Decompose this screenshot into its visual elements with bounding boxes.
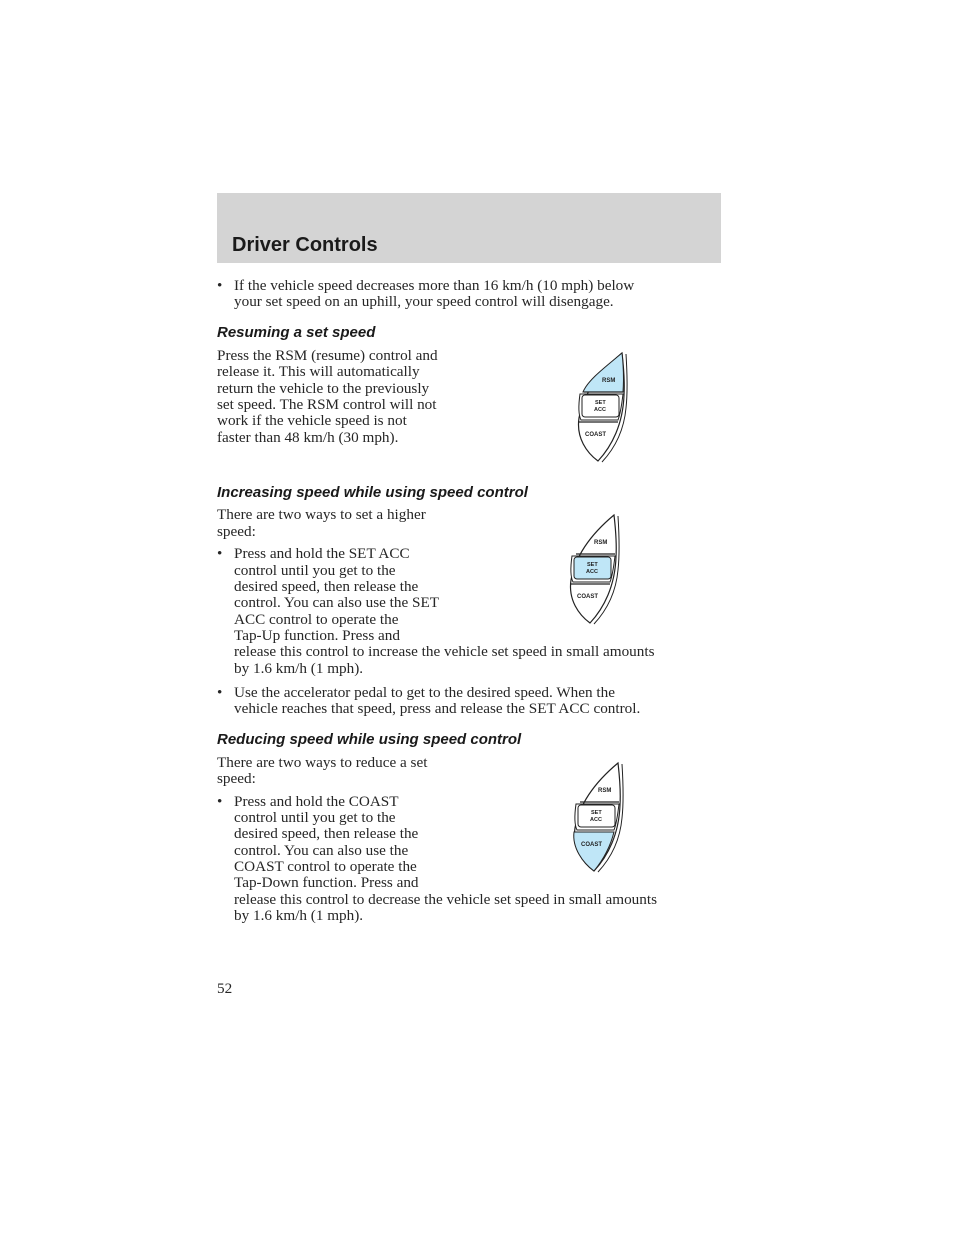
speed-control-diagram-rsm bbox=[570, 350, 630, 465]
rsm-label: RSM bbox=[598, 788, 612, 794]
rsm-label: RSM bbox=[602, 378, 616, 384]
text-line: return the vehicle to the previously bbox=[217, 380, 430, 397]
heading-resume: Resuming a set speed bbox=[217, 324, 376, 341]
text-line: work if the vehicle speed is not bbox=[217, 412, 407, 429]
text-line: by 1.6 km/h (1 mph). bbox=[234, 660, 364, 677]
set-label: SET bbox=[587, 562, 598, 568]
speed-control-diagram-coast bbox=[566, 760, 626, 875]
text-line: control. You can also use the bbox=[234, 842, 409, 859]
rsm-highlight bbox=[583, 353, 623, 392]
text-line: desired speed, then release the bbox=[234, 825, 419, 842]
text-line: Press and hold the SET ACC bbox=[234, 545, 410, 562]
set-acc-highlight bbox=[574, 557, 611, 579]
text-line: set speed. The RSM control will not bbox=[217, 396, 437, 413]
text-line: There are two ways to set a higher bbox=[217, 506, 426, 523]
text-line: There are two ways to reduce a set bbox=[217, 754, 428, 771]
bullet-marker: • bbox=[217, 793, 223, 810]
acc-label: ACC bbox=[586, 569, 598, 575]
text-line: release this control to decrease the vehicle set speed in small amounts bbox=[234, 891, 657, 908]
text-line: control until you get to the bbox=[234, 809, 396, 826]
text-line: ACC control to operate the bbox=[234, 611, 399, 628]
text-line: vehicle reaches that speed, press and release the SET ACC control. bbox=[234, 700, 641, 717]
text-line: COAST control to operate the bbox=[234, 858, 417, 875]
text-line: by 1.6 km/h (1 mph). bbox=[234, 907, 364, 924]
text-line: speed: bbox=[217, 523, 256, 540]
acc-label: ACC bbox=[594, 407, 606, 413]
text-line: Press and hold the COAST bbox=[234, 793, 399, 810]
page-number: 52 bbox=[217, 980, 233, 997]
set-label: SET bbox=[591, 810, 602, 816]
text-line: control until you get to the bbox=[234, 562, 396, 579]
text-line: your set speed on an uphill, your speed control will disengage. bbox=[234, 293, 614, 310]
text-line: release this control to increase the vehicle set speed in small amounts bbox=[234, 643, 655, 660]
set-label: SET bbox=[595, 400, 606, 406]
text-line: release it. This will automatically bbox=[217, 363, 420, 380]
bullet-marker: • bbox=[217, 277, 223, 294]
text-line: If the vehicle speed decreases more than 16 km/h (10 mph) below bbox=[234, 277, 635, 294]
coast-label: COAST bbox=[581, 842, 602, 848]
coast-label: COAST bbox=[585, 432, 606, 438]
speed-control-diagram-set-acc bbox=[562, 512, 622, 627]
text-line: desired speed, then release the bbox=[234, 578, 419, 595]
acc-label: ACC bbox=[590, 817, 602, 823]
heading-increase: Increasing speed while using speed control bbox=[217, 484, 528, 501]
bullet-marker: • bbox=[217, 684, 223, 701]
text-line: speed: bbox=[217, 770, 256, 787]
text-line: Press the RSM (resume) control and bbox=[217, 347, 438, 364]
text-line: Use the accelerator pedal to get to the desired speed. When the bbox=[234, 684, 615, 701]
text-line: faster than 48 km/h (30 mph). bbox=[217, 429, 399, 446]
bullet-marker: • bbox=[217, 545, 223, 562]
coast-label: COAST bbox=[577, 594, 598, 600]
heading-reduce: Reducing speed while using speed control bbox=[217, 731, 522, 748]
rsm-label: RSM bbox=[594, 540, 608, 546]
text-line: control. You can also use the SET bbox=[234, 594, 440, 611]
text-line: Tap-Down function. Press and bbox=[234, 874, 419, 891]
section-title: Driver Controls bbox=[232, 234, 378, 256]
text-line: Tap-Up function. Press and bbox=[234, 627, 400, 644]
section-header bbox=[217, 193, 721, 263]
